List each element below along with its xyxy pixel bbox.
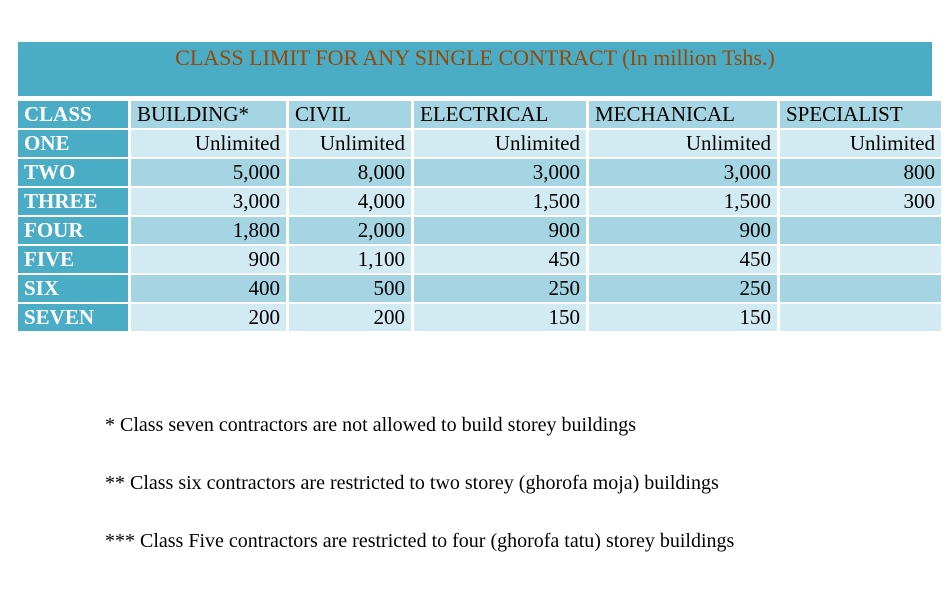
table-cell: 3,000: [131, 188, 286, 215]
footnote-class-seven: * Class seven contractors are not allowed to build storey buildings: [105, 414, 637, 436]
table-cell: 1,500: [414, 188, 586, 215]
table-cell: 200: [289, 304, 411, 331]
table-header-row: [18, 101, 941, 128]
col-header-electrical: ELECTRICAL: [414, 101, 586, 128]
table-title: CLASS LIMIT FOR ANY SINGLE CONTRACT (In million Tshs.): [18, 42, 932, 96]
table-cell: 900: [589, 217, 777, 244]
table-cell: Unlimited: [589, 130, 777, 157]
col-header-class: CLASS: [18, 101, 128, 128]
table-cell: [780, 275, 941, 302]
table-cell: 250: [589, 275, 777, 302]
row-label: FOUR: [18, 217, 128, 244]
table-row: [18, 130, 941, 157]
table-row: [18, 275, 941, 302]
footnotes: [105, 410, 734, 584]
table-cell: 500: [289, 275, 411, 302]
table-row: [18, 159, 941, 186]
table-cell: [780, 246, 941, 273]
table-cell: 900: [414, 217, 586, 244]
table-cell: 800: [780, 159, 941, 186]
row-label: SIX: [18, 275, 128, 302]
table-cell: 1,800: [131, 217, 286, 244]
col-header-specialist: SPECIALIST: [780, 101, 941, 128]
row-label: SEVEN: [18, 304, 128, 331]
table-cell: Unlimited: [780, 130, 941, 157]
row-label: THREE: [18, 188, 128, 215]
table-cell: 4,000: [289, 188, 411, 215]
table-cell: 300: [780, 188, 941, 215]
table-cell: 400: [131, 275, 286, 302]
table-cell: Unlimited: [131, 130, 286, 157]
row-label: TWO: [18, 159, 128, 186]
table-cell: 1,100: [289, 246, 411, 273]
table-cell: Unlimited: [289, 130, 411, 157]
table-cell: 8,000: [289, 159, 411, 186]
table-cell: 5,000: [131, 159, 286, 186]
table-cell: 2,000: [289, 217, 411, 244]
table-row: [18, 188, 941, 215]
table-cell: 250: [414, 275, 586, 302]
table-row: [18, 246, 941, 273]
row-label: ONE: [18, 130, 128, 157]
row-label: FIVE: [18, 246, 128, 273]
table-cell: 150: [414, 304, 586, 331]
col-header-mechanical: MECHANICAL: [589, 101, 777, 128]
table-row: [18, 217, 941, 244]
table-cell: [780, 304, 941, 331]
footnote-class-six: ** Class six contractors are restricted to two storey (ghorofa moja) buildings: [105, 472, 719, 494]
table-cell: 450: [414, 246, 586, 273]
table-row: [18, 304, 941, 331]
footnote-class-five: *** Class Five contractors are restricted to four (ghorofa tatu) storey buildings: [105, 530, 735, 552]
table-cell: 450: [589, 246, 777, 273]
table-cell: 3,000: [589, 159, 777, 186]
table-cell: 200: [131, 304, 286, 331]
table-cell: 1,500: [589, 188, 777, 215]
table-cell: 900: [131, 246, 286, 273]
table-cell: 150: [589, 304, 777, 331]
table-cell: Unlimited: [414, 130, 586, 157]
col-header-civil: CIVIL: [289, 101, 411, 128]
table-cell: [780, 217, 941, 244]
col-header-building: BUILDING*: [131, 101, 286, 128]
table-cell: 3,000: [414, 159, 586, 186]
class-limit-table: [15, 99, 944, 333]
